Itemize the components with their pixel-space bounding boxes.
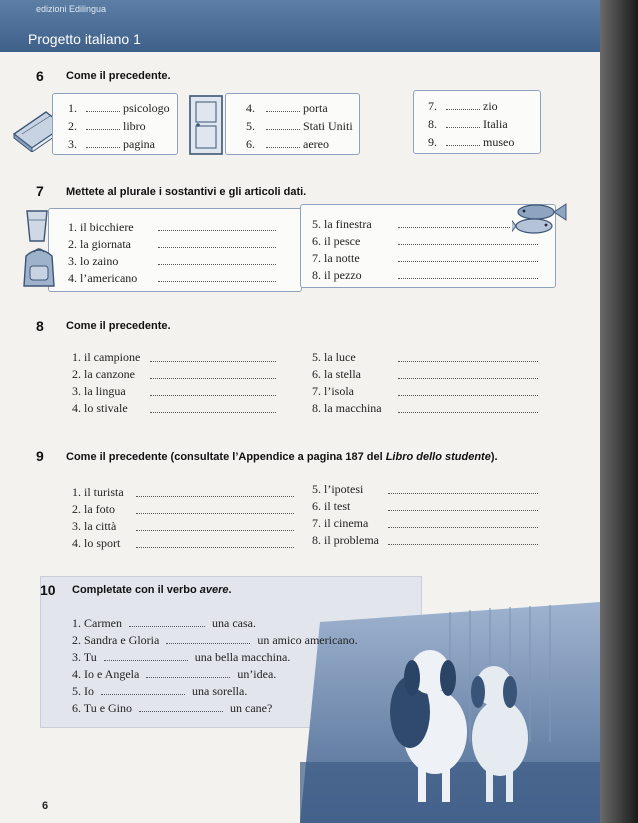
exercise-8-item: 1. il campione bbox=[72, 350, 141, 364]
exercise-10-instruction bbox=[72, 584, 232, 596]
item-number: 2. bbox=[68, 119, 77, 133]
answer-blank[interactable] bbox=[398, 395, 538, 396]
exercise-8-item: 6. la stella bbox=[312, 367, 361, 381]
answer-blank[interactable] bbox=[150, 361, 276, 362]
exercise-8-item: 3. la lingua bbox=[72, 384, 126, 398]
item-word: aereo bbox=[303, 137, 329, 151]
sentence-start: 6. Tu e Gino bbox=[72, 701, 133, 715]
answer-blank[interactable] bbox=[446, 136, 480, 146]
answer-blank[interactable] bbox=[139, 702, 223, 712]
page-number: 6 bbox=[42, 800, 49, 812]
item-word: porta bbox=[303, 101, 328, 115]
answer-blank[interactable] bbox=[388, 510, 538, 511]
door-illustration bbox=[188, 94, 226, 158]
answer-blank[interactable] bbox=[388, 544, 538, 545]
answer-blank[interactable] bbox=[150, 412, 276, 413]
exercise-7-item: 3. lo zaino bbox=[68, 254, 119, 268]
exercise-9-item: 6. il test bbox=[312, 499, 351, 513]
answer-blank[interactable] bbox=[150, 395, 276, 396]
publisher-label: edizioni Edilingua bbox=[36, 4, 107, 14]
exercise-7-item: 8. il pezzo bbox=[312, 268, 362, 282]
backpack-illustration bbox=[18, 244, 60, 290]
item-number: 3. bbox=[68, 137, 77, 151]
sentence-start: 3. Tu bbox=[72, 650, 97, 664]
answer-blank[interactable] bbox=[86, 120, 120, 130]
exercise-9-item: 8. il problema bbox=[312, 533, 379, 547]
answer-blank[interactable] bbox=[398, 261, 538, 262]
answer-blank[interactable] bbox=[146, 668, 230, 678]
exercise-6-item bbox=[68, 101, 170, 116]
sentence-end: un cane? bbox=[230, 701, 273, 715]
answer-blank[interactable] bbox=[266, 138, 300, 148]
answer-blank[interactable] bbox=[101, 685, 185, 695]
answer-blank[interactable] bbox=[158, 230, 276, 231]
item-word: Italia bbox=[483, 117, 508, 131]
answer-blank[interactable] bbox=[104, 651, 188, 661]
item-number: 7. bbox=[428, 99, 437, 113]
answer-blank[interactable] bbox=[136, 496, 294, 497]
exercise-8-item: 7. l’isola bbox=[312, 384, 354, 398]
sentence-end: un amico americano. bbox=[257, 633, 358, 647]
exercise-6-item bbox=[68, 137, 155, 152]
item-number: 1. bbox=[68, 101, 77, 115]
item-word: zio bbox=[483, 99, 498, 113]
exercise-6-item bbox=[428, 117, 508, 132]
exercise-8-number: 8 bbox=[36, 318, 44, 334]
sentence-end: una sorella. bbox=[192, 684, 248, 698]
answer-blank[interactable] bbox=[86, 138, 120, 148]
exercise-8-item: 8. la macchina bbox=[312, 401, 382, 415]
exercise-10-item bbox=[72, 616, 256, 631]
exercise-10-number: 10 bbox=[40, 582, 56, 598]
answer-blank[interactable] bbox=[136, 513, 294, 514]
item-number: 8. bbox=[428, 117, 437, 131]
item-word: museo bbox=[483, 135, 515, 149]
answer-blank[interactable] bbox=[398, 278, 538, 279]
answer-blank[interactable] bbox=[150, 378, 276, 379]
sentence-start: 1. Carmen bbox=[72, 616, 122, 630]
answer-blank[interactable] bbox=[166, 634, 250, 644]
item-word: psicologo bbox=[123, 101, 170, 115]
exercise-10-item bbox=[72, 650, 290, 665]
exercise-6-instruction: Come il precedente. bbox=[66, 70, 171, 82]
answer-blank[interactable] bbox=[398, 244, 538, 245]
sentence-start: 5. Io bbox=[72, 684, 94, 698]
exercise-7-item: 6. il pesce bbox=[312, 234, 361, 248]
exercise-9-item: 7. il cinema bbox=[312, 516, 369, 530]
book-reference: Libro dello studente bbox=[385, 451, 491, 463]
exercise-6-item bbox=[246, 101, 328, 116]
instruction-text: Come il precedente (consultate l’Appendice a pagina 187 del bbox=[66, 451, 386, 463]
exercise-10-item bbox=[72, 684, 247, 699]
sentence-start: 2. Sandra e Gloria bbox=[72, 633, 160, 647]
answer-blank[interactable] bbox=[158, 281, 276, 282]
item-number: 6. bbox=[246, 137, 255, 151]
answer-blank[interactable] bbox=[398, 227, 510, 228]
answer-blank[interactable] bbox=[398, 361, 538, 362]
exercise-7-item: 5. la finestra bbox=[312, 217, 372, 231]
exercise-8-instruction: Come il precedente. bbox=[66, 320, 171, 332]
instruction-text-end: ). bbox=[490, 451, 498, 463]
item-word: pagina bbox=[123, 137, 155, 151]
answer-blank[interactable] bbox=[398, 378, 538, 379]
answer-blank[interactable] bbox=[266, 120, 300, 130]
exercise-6-item bbox=[68, 119, 146, 134]
exercise-9-item: 2. la foto bbox=[72, 502, 115, 516]
answer-blank[interactable] bbox=[86, 102, 120, 112]
exercise-7-item: 2. la giornata bbox=[68, 237, 131, 251]
exercise-6-item bbox=[428, 135, 514, 150]
item-number: 5. bbox=[246, 119, 255, 133]
exercise-9-instruction bbox=[66, 451, 498, 463]
instruction-text: Completate con il verbo bbox=[72, 584, 200, 596]
instruction-verb: avere bbox=[199, 584, 229, 596]
exercise-9-number: 9 bbox=[36, 448, 44, 464]
exercise-9-item: 5. l’ipotesi bbox=[312, 482, 364, 496]
exercise-10-item bbox=[72, 667, 276, 682]
exercise-6-item bbox=[246, 137, 329, 152]
exercise-9-item: 3. la città bbox=[72, 519, 117, 533]
item-number: 9. bbox=[428, 135, 437, 149]
answer-blank[interactable] bbox=[266, 102, 300, 112]
exercise-10-item bbox=[72, 701, 272, 716]
item-number: 4. bbox=[246, 101, 255, 115]
answer-blank[interactable] bbox=[158, 264, 276, 265]
page-edge-shadow bbox=[600, 0, 638, 823]
exercise-6-item bbox=[428, 99, 498, 114]
answer-blank[interactable] bbox=[398, 412, 538, 413]
exercise-6-item bbox=[246, 119, 353, 134]
glass-illustration bbox=[24, 208, 50, 244]
sentence-end: una bella macchina. bbox=[194, 650, 291, 664]
answer-blank[interactable] bbox=[388, 493, 538, 494]
exercise-7-number: 7 bbox=[36, 183, 44, 199]
answer-blank[interactable] bbox=[158, 247, 276, 248]
header-band bbox=[0, 0, 600, 52]
exercise-7-instruction: Mettete al plurale i sostantivi e gli articoli dati. bbox=[66, 186, 307, 198]
item-word: Stati Uniti bbox=[303, 119, 353, 133]
fish-illustration bbox=[512, 198, 570, 240]
exercise-9-item: 1. il turista bbox=[72, 485, 124, 499]
exercise-7-item: 4. l’americano bbox=[68, 271, 138, 285]
sentence-end: un’idea. bbox=[237, 667, 277, 681]
exercise-6-number: 6 bbox=[36, 68, 44, 84]
answer-blank[interactable] bbox=[136, 547, 294, 548]
answer-blank[interactable] bbox=[446, 100, 480, 110]
exercise-7-item: 7. la notte bbox=[312, 251, 360, 265]
answer-blank[interactable] bbox=[388, 527, 538, 528]
item-word: libro bbox=[123, 119, 146, 133]
exercise-8-item: 4. lo stivale bbox=[72, 401, 128, 415]
answer-blank[interactable] bbox=[136, 530, 294, 531]
exercise-8-item: 2. la canzone bbox=[72, 367, 135, 381]
exercise-9-item: 4. lo sport bbox=[72, 536, 121, 550]
book-title: Progetto italiano 1 bbox=[28, 31, 141, 47]
sentence-start: 4. Io e Angela bbox=[72, 667, 140, 681]
exercise-8-item: 5. la luce bbox=[312, 350, 356, 364]
instruction-text-end: . bbox=[228, 584, 232, 596]
answer-blank[interactable] bbox=[446, 118, 480, 128]
exercise-10-item bbox=[72, 633, 358, 648]
sentence-end: una casa. bbox=[212, 616, 256, 630]
answer-blank[interactable] bbox=[129, 617, 205, 627]
exercise-7-item: 1. il bicchiere bbox=[68, 220, 134, 234]
